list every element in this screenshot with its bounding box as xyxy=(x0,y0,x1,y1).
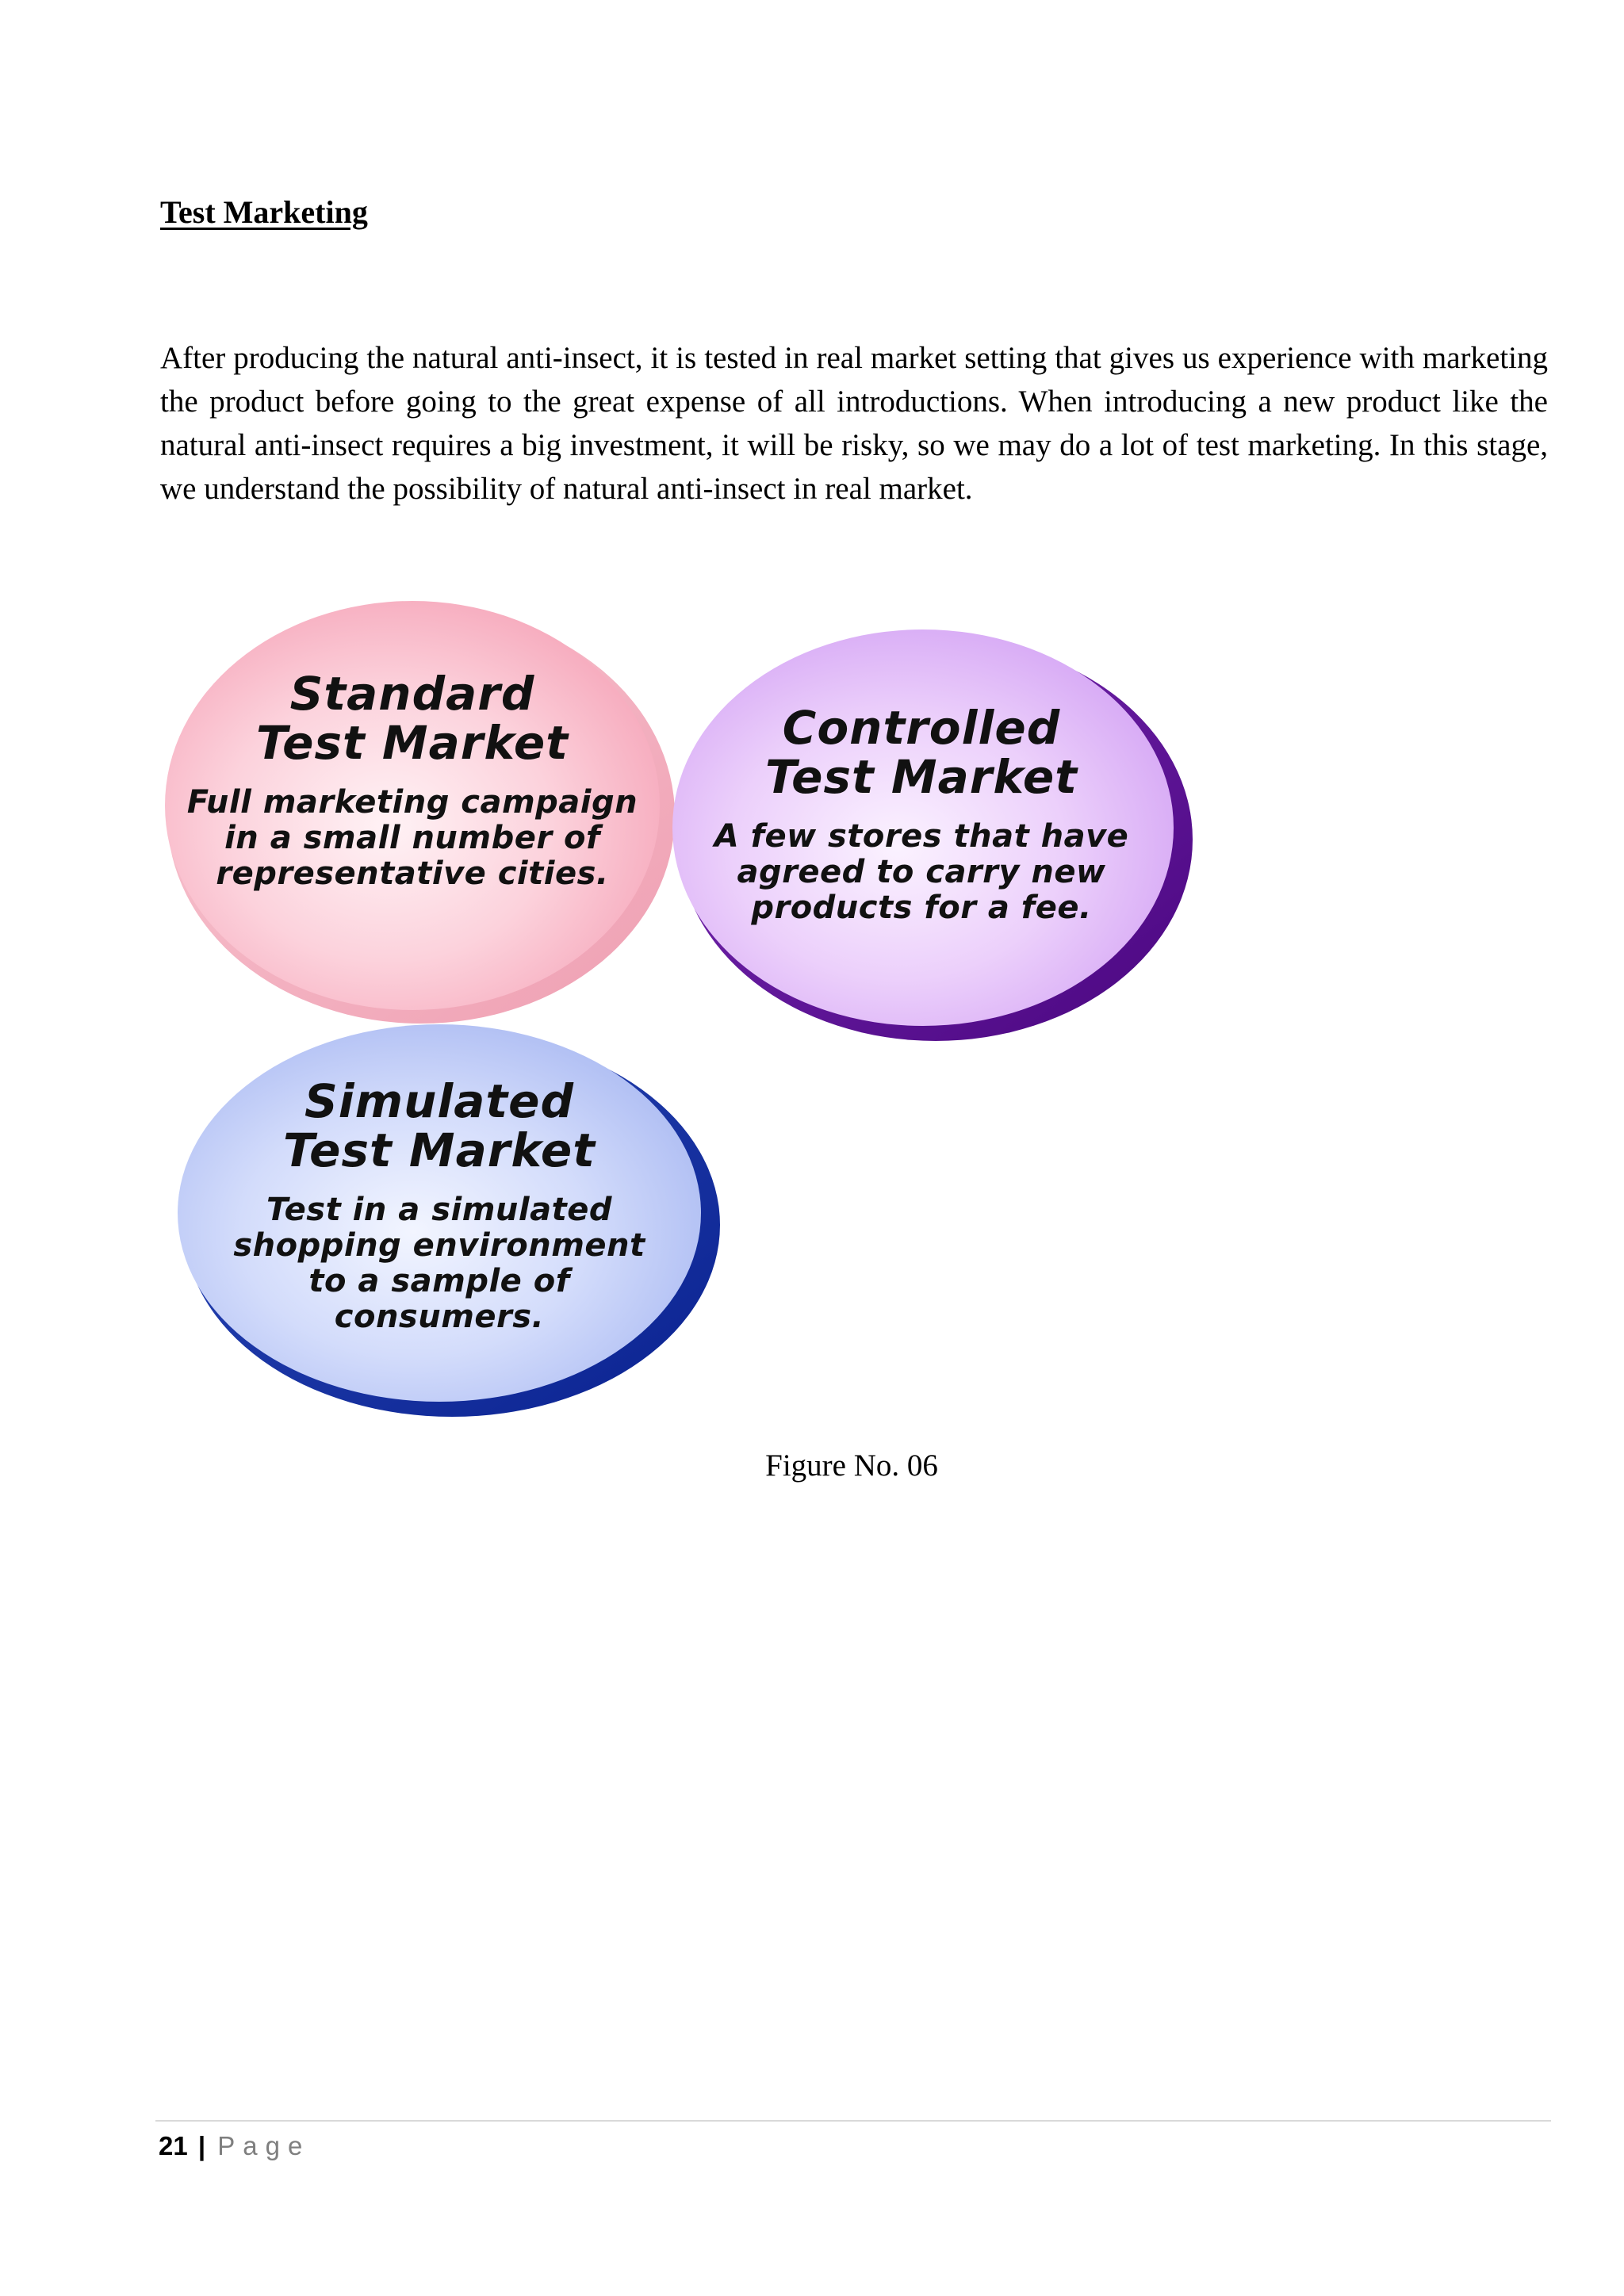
body-paragraph: After producing the natural anti-insect, it is tested in real market setting that gives us experience with marketing the product before going to the great expense of all introductions. When introducing a new product like the natural anti-insect requires a big investment, it will be risky, so we may do a lot of test marketing. In this stage, we understand the possibility of natural anti-insect in real market. xyxy=(160,341,1548,506)
bubble-title-line: Standard xyxy=(289,667,535,721)
bubble-desc-line: products for a fee. xyxy=(751,890,1092,926)
page-label: Page xyxy=(217,2131,311,2160)
controlled-test-market-text xyxy=(684,703,1159,926)
page-number: 21 xyxy=(159,2131,188,2160)
figure-caption: Figure No. 06 xyxy=(765,1448,938,1483)
bubble-title-line: Test Market xyxy=(765,750,1078,804)
bubble-desc-line: shopping environment xyxy=(233,1227,645,1264)
bubble-desc-line: to a sample of xyxy=(308,1263,570,1299)
bubble-desc-line: A few stores that have xyxy=(714,818,1129,855)
section-heading: Test Marketing xyxy=(160,194,368,230)
simulated-test-market-text xyxy=(201,1074,677,1335)
bubble-desc-line: Full marketing campaign xyxy=(186,784,638,821)
bubble-desc-line: consumers. xyxy=(334,1299,545,1335)
bubble-title-line: Test Market xyxy=(256,716,569,770)
footer-divider xyxy=(155,2120,1551,2122)
bubble-desc-line: agreed to carry new xyxy=(737,854,1106,890)
bubble-title-line: Test Market xyxy=(283,1123,596,1177)
test-market-types-figure xyxy=(154,593,1518,1435)
footer-separator: | xyxy=(197,2131,206,2160)
bubble-title-line: Controlled xyxy=(782,701,1061,755)
bubble-desc-line: Test in a simulated xyxy=(266,1192,612,1228)
page-footer xyxy=(159,2128,310,2164)
bubble-title-line: Simulated xyxy=(304,1074,574,1128)
bubble-desc-line: representative cities. xyxy=(216,855,609,892)
bubble-desc-line: in a small number of xyxy=(224,820,600,856)
standard-test-market-text xyxy=(174,669,650,892)
